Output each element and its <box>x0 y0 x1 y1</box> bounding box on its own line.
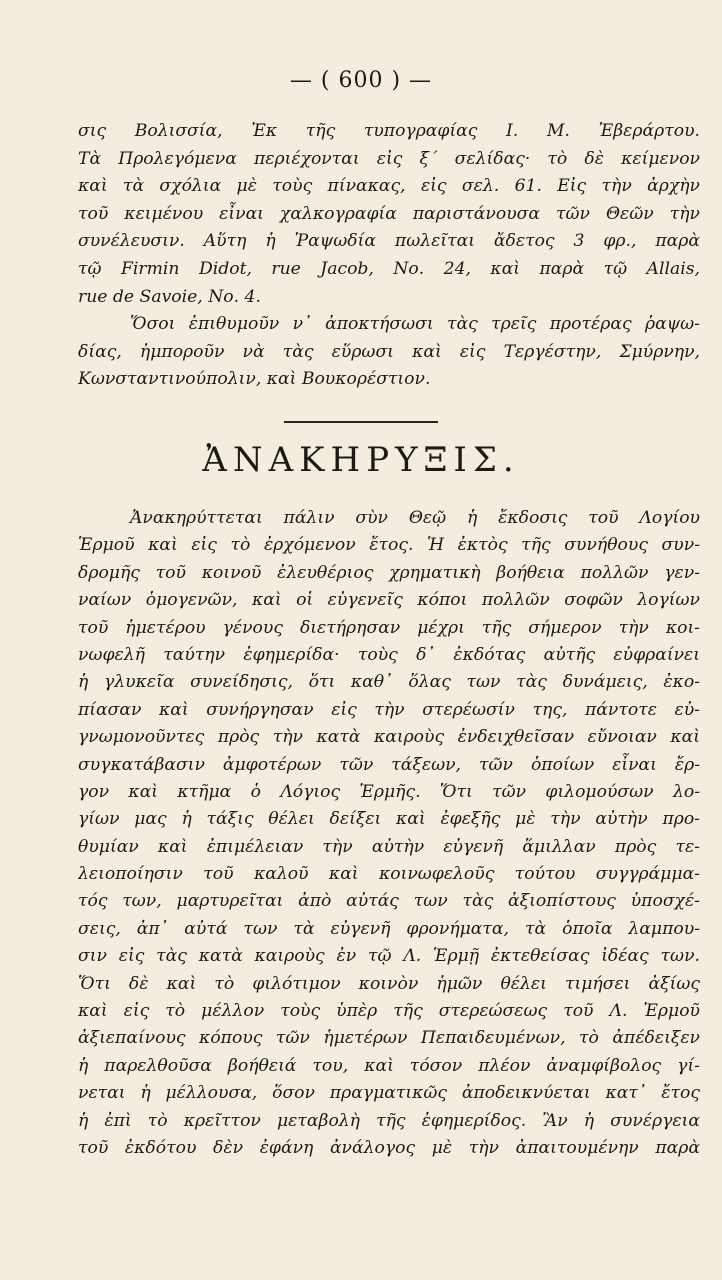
text-line: Ὅτι δὲ καὶ τὸ φιλότιμον κοινὸν ἡμῶν θέλει τιμήσει ἀξίως <box>78 973 700 994</box>
text-line: συνέλευσιν. Αὕτη ἡ Ῥαψωδία πωλεῖται ἄδετος 3 φρ., παρὰ <box>78 231 700 252</box>
text-line: τός των, μαρτυρεῖται ἀπὸ αὐτάς των τὰς ἀξιοπίστους ὑποσχέ- <box>78 891 700 912</box>
page-number-header: — ( 600 ) — <box>289 68 433 93</box>
section-divider <box>284 421 438 423</box>
text-line: Ἀνακηρύττεται πάλιν σὺν Θεῷ ἡ ἔκδοσις τοῦ Λογίου <box>130 508 700 528</box>
text-line: τοῦ ἐκδότου δὲν ἐφάνη ἀνάλογος μὲ τὴν ἀπαιτουμένην παρὰ <box>78 1137 700 1158</box>
text-line: τοῦ κειμένου εἶναι χαλκογραφία παριστάνουσα τῶν Θεῶν τὴν <box>78 203 700 224</box>
text-line: ἡ γλυκεῖα συνείδησις, ὅτι καθ᾽ ὅλας των τὰς δυνάμεις, ἐκο- <box>78 672 700 693</box>
text-line: ναίων ὁμογενῶν, καὶ οἱ εὐγενεῖς κόποι πολλῶν σοφῶν λογίων <box>78 590 700 611</box>
text-line: ἡ ἐπὶ τὸ κρεῖττον μεταβολὴ τῆς ἐφημερίδος. Ἂν ἡ συνέργεια <box>78 1110 700 1131</box>
text-line: τῷ Firmin Didot, rue Jacob, Nο. 24, καὶ παρὰ τῷ Allais, <box>78 258 700 279</box>
text-line: rue de Savoie, Nο. 4. <box>78 286 261 307</box>
announcement-body <box>78 505 700 1162</box>
text-line: συγκατάβασιν ἀμφοτέρων τῶν τάξεων, τῶν ὁποίων εἶναι ἔρ- <box>78 754 700 775</box>
text-line: σις Βολισσία, Ἐκ τῆς τυπογραφίας Ι. Μ. Ἐβεράρτου. <box>78 121 700 141</box>
text-line: τοῦ ἡμετέρου γένους διετήρησαν μέχρι τῆς σήμερον τὴν κοι- <box>78 617 700 638</box>
text-line: καὶ τὰ σχόλια μὲ τοὺς πίνακας, εἰς σελ. 61. Εἰς τὴν ἀρχὴν <box>78 176 700 197</box>
text-line: σεις, ἀπ᾽ αὐτά των τὰ εὐγενῆ φρονήματα, τὰ ὁποῖα λαμπου- <box>78 918 700 939</box>
text-line: θυμίαν καὶ ἐπιμέλειαν τὴν αὐτὴν εὐγενῆ ἅμιλλαν πρὸς τε- <box>78 836 700 857</box>
text-line: γον καὶ κτῆμα ὁ Λόγιος Ἑρμῆς. Ὅτι τῶν φιλομούσων λο- <box>78 781 700 802</box>
text-line: σιν εἰς τὰς κατὰ καιροὺς ἐν τῷ Λ. Ἑρμῇ ἐκτεθείσας ἰδέας των. <box>78 946 700 967</box>
text-line: νεται ἡ μέλλουσα, ὅσον πραγματικῶς ἀποδεικνύεται κατ᾽ ἔτος <box>78 1083 700 1104</box>
text-line: Ὅσοι ἐπιθυμοῦν ν᾽ ἀποκτήσωσι τὰς τρεῖς προτέρας ῥαψω- <box>130 314 700 335</box>
text-line: λειοποίησιν τοῦ καλοῦ καὶ κοινωφελοῦς τούτου συγγράμμα- <box>78 864 700 885</box>
text-line: Τὰ Προλεγόμενα περιέχονται εἰς ξ΄ σελίδας· τὸ δὲ κείμενον <box>78 148 700 169</box>
section-title: ἈΝΑΚΗΡΥΞΙΣ. <box>202 440 520 480</box>
text-line: καὶ εἰς τὸ μέλλον τοὺς ὑπὲρ τῆς στερεώσεως τοῦ Λ. Ἑρμοῦ <box>78 1001 700 1022</box>
text-line: δρομῆς τοῦ κοινοῦ ἐλευθέριος χρηματικὴ βοήθεια πολλῶν γεν- <box>78 562 700 583</box>
text-line: γίων μας ἡ τάξις θέλει δείξει καὶ ἐφεξῆς μὲ τὴν αὐτὴν προ- <box>78 809 700 830</box>
text-line: ἡ παρελθοῦσα βοήθειά του, καὶ τόσον πλέον ἀναμφίβολος γί- <box>78 1055 700 1076</box>
text-line: Κωνσταντινούπολιν, καὶ Βουκορέστιον. <box>78 369 431 390</box>
text-line: Ἑρμοῦ καὶ εἰς τὸ ἐρχόμενον ἔτος. Ἡ ἐκτὸς τῆς συνήθους συν- <box>78 535 700 556</box>
text-line: νωφελῆ ταύτην ἐφημερίδα· τοὺς δ᾽ ἐκδότας αὐτῆς εὐφραίνει <box>78 644 700 665</box>
text-line: ἀξιεπαίνους κόπους τῶν ἡμετέρων Πεπαιδευμένων, τὸ ἀπέδειξεν <box>78 1028 700 1049</box>
text-line: δίας, ἠμποροῦν νὰ τὰς εὕρωσι καὶ εἰς Τεργέστην, Σμύρνην, <box>78 341 700 362</box>
text-line: γνωμονοῦντες πρὸς τὴν κατὰ καιροὺς ἐνδειχθεῖσαν εὔνοιαν καὶ <box>78 727 700 748</box>
text-line: πίασαν καὶ συνήργησαν εἰς τὴν στερέωσίν της, πάντοτε εὐ- <box>78 699 700 720</box>
publication-note <box>78 118 700 394</box>
